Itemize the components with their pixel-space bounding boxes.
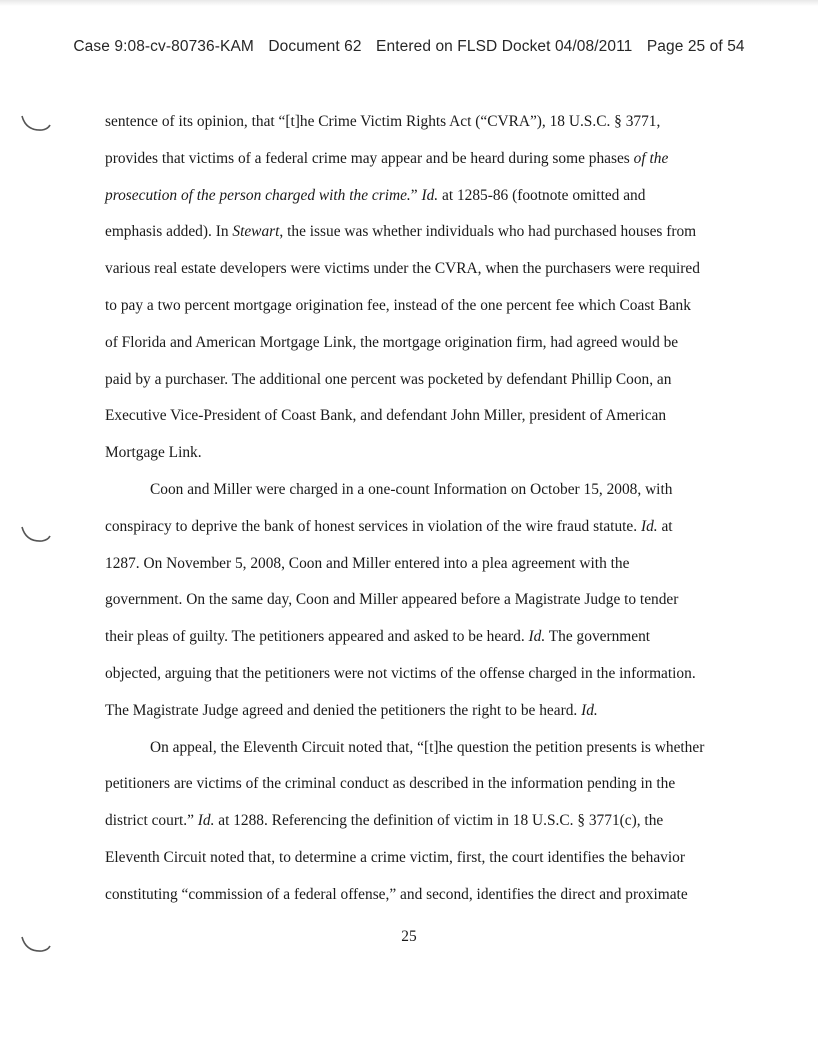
docket-header — [0, 38, 818, 56]
page-number: 25 — [401, 928, 417, 945]
text-line — [105, 214, 715, 251]
text-run: provides that victims of a federal crime may appear and be heard during some phases — [105, 149, 634, 167]
citation-id: Id. — [197, 812, 215, 830]
text-line — [105, 104, 715, 141]
paragraph-3 — [105, 730, 715, 914]
paragraph-1 — [105, 104, 715, 472]
text-run: Mortgage Link. — [105, 444, 202, 462]
text-run: to pay a two percent mortgage origination fee, instead of the one percent fee which Coast Bank — [105, 296, 691, 314]
text-run: constituting “commission of a federal offense,” and second, identifies the direct and proximate — [105, 885, 688, 903]
text-line — [105, 435, 715, 472]
citation-id: Id. — [640, 517, 658, 535]
text-run: conspiracy to deprive the bank of honest services in violation of the wire fraud statute. — [105, 517, 641, 535]
text-run: paid by a purchaser. The additional one percent was pocketed by defendant Phillip Coon, an — [105, 370, 672, 388]
text-run: sentence of its opinion, that “[t]he Crime Victim Rights Act (“CVRA”), 18 U.S.C. § 3771, — [105, 113, 661, 130]
text-line — [105, 877, 715, 914]
text-line — [105, 288, 715, 325]
text-run: government. On the same day, Coon and Miller appeared before a Magistrate Judge to tender — [105, 591, 679, 609]
text-line — [105, 730, 715, 767]
text-run: On appeal, the Eleventh Circuit noted that, “[t]he question the petition presents is whether — [150, 738, 705, 756]
case-number: Case 9:08-cv-80736-KAM — [73, 38, 254, 55]
text-run: 1287. On November 5, 2008, Coon and Miller entered into a plea agreement with the — [105, 554, 630, 572]
text-line — [105, 840, 715, 877]
text-run: objected, arguing that the petitioners were not victims of the offense charged in the information. — [105, 664, 696, 682]
text-run: various real estate developers were victims under the CVRA, when the purchasers were required — [105, 260, 700, 278]
text-run: district court.” — [105, 812, 198, 830]
text-run: at 1285-86 (footnote omitted and — [438, 186, 646, 204]
text-run: at 1288. Referencing the definition of victim in 18 U.S.C. § 3771(c), the — [214, 812, 664, 830]
text-line — [105, 251, 715, 288]
page-count: Page 25 of 54 — [646, 38, 745, 55]
text-run: The government — [545, 628, 651, 646]
text-run: Eleventh Circuit noted that, to determine a crime victim, first, the court identifies the behavior — [105, 848, 685, 866]
text-line — [105, 509, 715, 546]
text-line — [105, 472, 715, 509]
punch-hole-mark-middle — [20, 524, 52, 546]
paragraph-2 — [105, 472, 715, 730]
punch-hole-mark-top — [20, 113, 52, 135]
text-run: , the issue was whether individuals who had purchased houses from — [279, 223, 697, 241]
text-run: their pleas of guilty. The petitioners appeared and asked to be heard. — [105, 628, 529, 646]
text-line — [105, 766, 715, 803]
text-run: ” — [410, 186, 422, 204]
italic-run: of the — [633, 149, 669, 167]
docket-entry: Entered on FLSD Docket 04/08/2011 — [376, 38, 633, 55]
text-line — [105, 325, 715, 362]
text-line — [105, 656, 715, 693]
case-name: Stewart — [232, 223, 280, 241]
text-line — [105, 582, 715, 619]
citation-id: Id. — [581, 701, 598, 719]
text-line — [105, 619, 715, 656]
citation-id: Id. — [528, 628, 546, 646]
text-line — [105, 141, 715, 178]
text-line — [105, 362, 715, 399]
text-run: at — [657, 517, 673, 535]
text-line — [105, 178, 715, 215]
opinion-body — [105, 104, 715, 914]
text-run: Executive Vice-President of Coast Bank, and defendant John Miller, president of American — [105, 407, 667, 425]
document-number: Document 62 — [268, 38, 362, 55]
text-line — [105, 803, 715, 840]
text-run: petitioners are victims of the criminal conduct as described in the information pending in the — [105, 775, 676, 793]
citation-id: Id. — [421, 186, 439, 204]
text-line — [105, 398, 715, 435]
text-run: The Magistrate Judge agreed and denied the petitioners the right to be heard. — [105, 701, 582, 719]
text-line — [105, 546, 715, 583]
text-line — [105, 693, 715, 730]
text-run: of Florida and American Mortgage Link, the mortgage origination firm, had agreed would be — [105, 333, 679, 351]
scan-edge — [0, 0, 818, 6]
text-run: Coon and Miller were charged in a one-count Information on October 15, 2008, with — [150, 480, 673, 498]
text-run: emphasis added). In — [105, 223, 233, 241]
italic-run: prosecution of the person charged with the crime. — [105, 186, 411, 204]
